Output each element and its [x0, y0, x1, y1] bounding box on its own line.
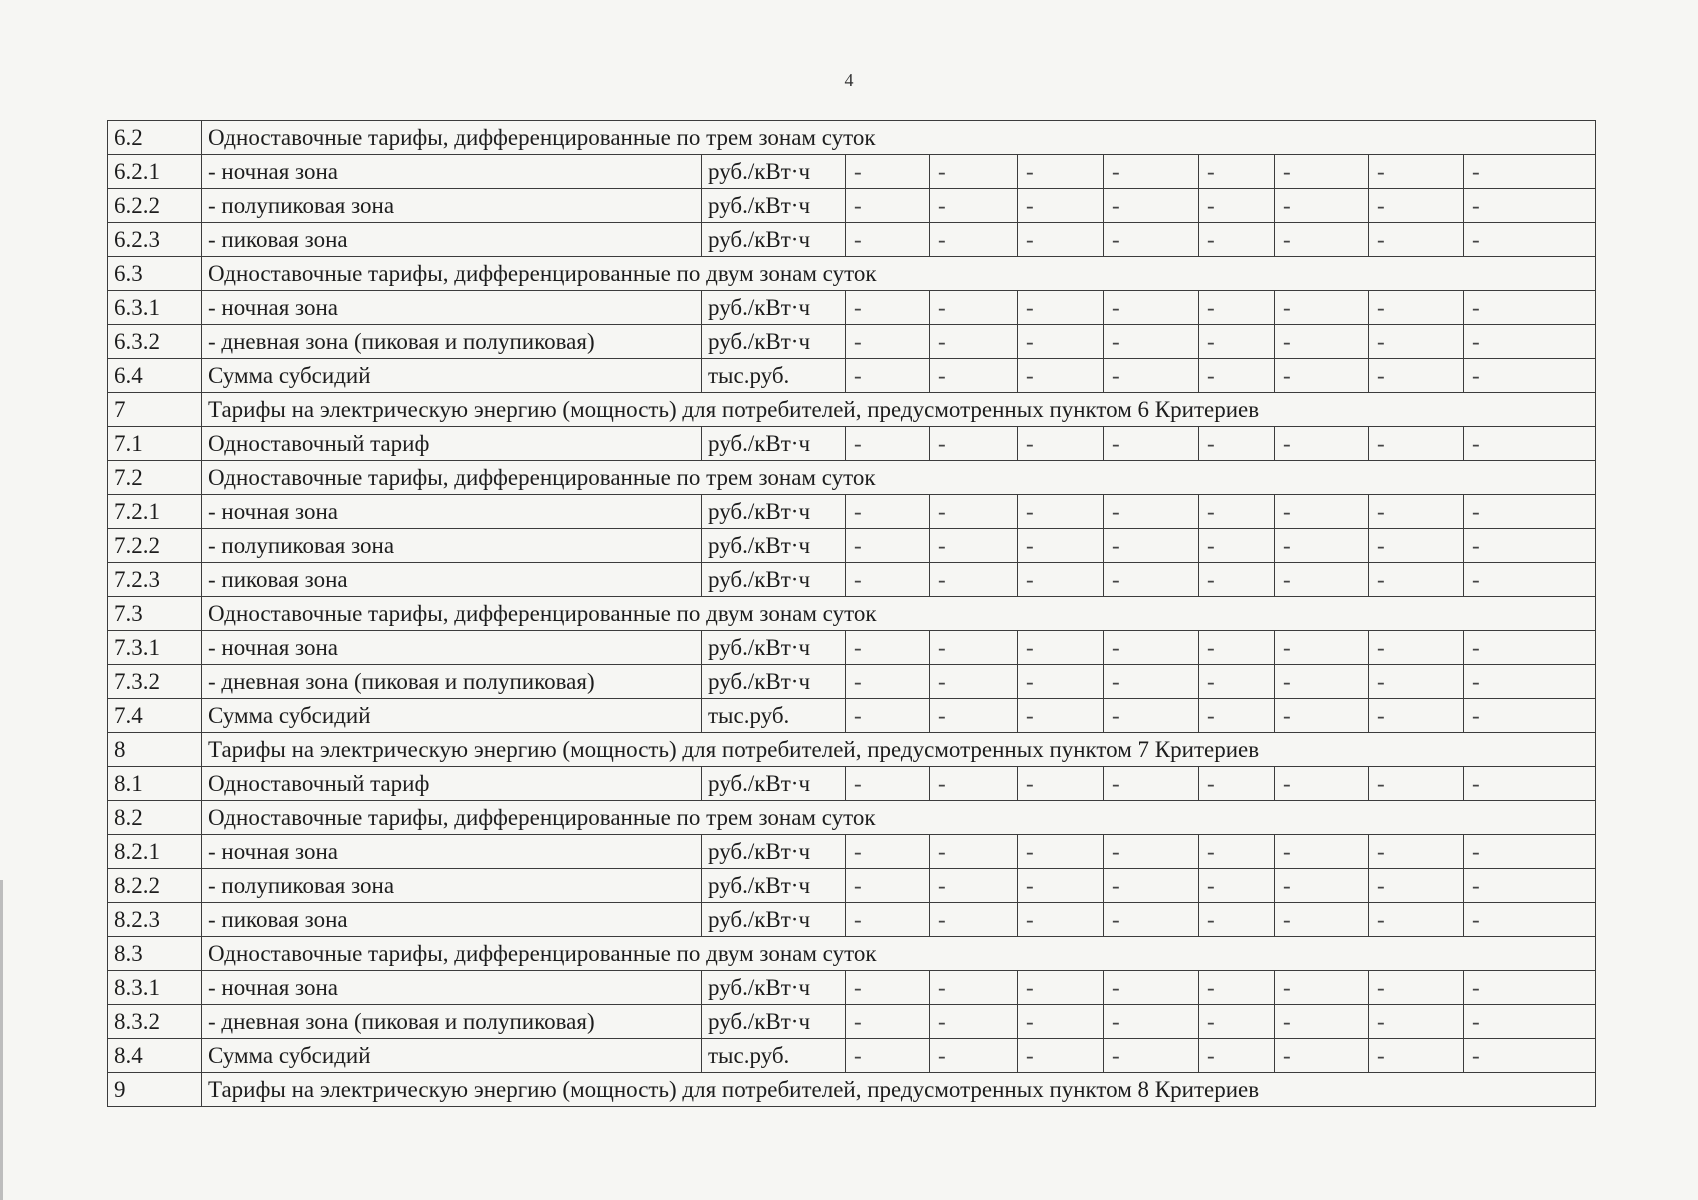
value-cell: - [1199, 1005, 1275, 1039]
section-row [108, 801, 1596, 835]
row-name: - пиковая зона [202, 903, 702, 937]
row-unit: руб./кВт·ч [702, 189, 846, 223]
section-row [108, 257, 1596, 291]
value-cell: - [1104, 631, 1199, 665]
row-number: 8.2.1 [108, 835, 202, 869]
value-cell: - [930, 325, 1018, 359]
value-cell: - [1018, 903, 1104, 937]
value-cell: - [1018, 325, 1104, 359]
section-title: Одноставочные тарифы, дифференцированные по трем зонам суток [202, 121, 1596, 155]
value-cell: - [1369, 1039, 1464, 1073]
row-name: - ночная зона [202, 495, 702, 529]
row-number: 6.3.2 [108, 325, 202, 359]
row-unit: тыс.руб. [702, 359, 846, 393]
value-cell: - [1104, 835, 1199, 869]
value-cell: - [1104, 1039, 1199, 1073]
value-cell: - [1464, 495, 1596, 529]
row-name: - дневная зона (пиковая и полупиковая) [202, 665, 702, 699]
table-row [108, 1005, 1596, 1039]
table-row [108, 325, 1596, 359]
table-row [108, 1039, 1596, 1073]
value-cell: - [1369, 291, 1464, 325]
value-cell: - [1369, 699, 1464, 733]
row-unit: руб./кВт·ч [702, 223, 846, 257]
row-number: 8.3 [108, 937, 202, 971]
value-cell: - [1199, 495, 1275, 529]
value-cell: - [846, 903, 930, 937]
table-row [108, 767, 1596, 801]
section-title: Одноставочные тарифы, дифференцированные по трем зонам суток [202, 461, 1596, 495]
row-number: 8.2.3 [108, 903, 202, 937]
row-name: Сумма субсидий [202, 359, 702, 393]
row-number: 7.4 [108, 699, 202, 733]
value-cell: - [846, 1039, 930, 1073]
section-row [108, 461, 1596, 495]
value-cell: - [1199, 631, 1275, 665]
value-cell: - [846, 631, 930, 665]
row-unit: руб./кВт·ч [702, 427, 846, 461]
row-number: 6.2 [108, 121, 202, 155]
row-name: - полупиковая зона [202, 529, 702, 563]
value-cell: - [1199, 971, 1275, 1005]
value-cell: - [846, 1005, 930, 1039]
row-number: 6.3 [108, 257, 202, 291]
value-cell: - [1104, 903, 1199, 937]
row-unit: руб./кВт·ч [702, 155, 846, 189]
section-title: Одноставочные тарифы, дифференцированные по трем зонам суток [202, 801, 1596, 835]
table-row [108, 563, 1596, 597]
value-cell: - [1369, 359, 1464, 393]
page-number: 4 [844, 70, 854, 90]
value-cell: - [1018, 631, 1104, 665]
value-cell: - [930, 155, 1018, 189]
row-unit: руб./кВт·ч [702, 869, 846, 903]
value-cell: - [1369, 665, 1464, 699]
row-name: - дневная зона (пиковая и полупиковая) [202, 1005, 702, 1039]
row-name: - ночная зона [202, 155, 702, 189]
value-cell: - [1275, 495, 1369, 529]
value-cell: - [1464, 1005, 1596, 1039]
section-row [108, 937, 1596, 971]
value-cell: - [1275, 529, 1369, 563]
row-number: 6.2.2 [108, 189, 202, 223]
value-cell: - [930, 767, 1018, 801]
row-number: 7 [108, 393, 202, 427]
value-cell: - [1018, 223, 1104, 257]
value-cell: - [1275, 223, 1369, 257]
value-cell: - [846, 835, 930, 869]
value-cell: - [846, 189, 930, 223]
value-cell: - [1275, 903, 1369, 937]
value-cell: - [1199, 427, 1275, 461]
table-row [108, 631, 1596, 665]
value-cell: - [1104, 189, 1199, 223]
row-number: 6.3.1 [108, 291, 202, 325]
value-cell: - [1199, 903, 1275, 937]
row-name: Сумма субсидий [202, 1039, 702, 1073]
value-cell: - [846, 495, 930, 529]
value-cell: - [1018, 427, 1104, 461]
value-cell: - [1275, 631, 1369, 665]
value-cell: - [1464, 869, 1596, 903]
section-title: Тарифы на электрическую энергию (мощность) для потребителей, предусмотренных пунктом 6 Критериев [202, 393, 1596, 427]
value-cell: - [1104, 869, 1199, 903]
section-row [108, 733, 1596, 767]
value-cell: - [1369, 767, 1464, 801]
value-cell: - [1018, 1005, 1104, 1039]
value-cell: - [1104, 767, 1199, 801]
value-cell: - [1464, 563, 1596, 597]
value-cell: - [1018, 1039, 1104, 1073]
value-cell: - [1104, 495, 1199, 529]
value-cell: - [1275, 1039, 1369, 1073]
table-row [108, 189, 1596, 223]
value-cell: - [1369, 529, 1464, 563]
value-cell: - [1464, 359, 1596, 393]
value-cell: - [1199, 189, 1275, 223]
section-title: Тарифы на электрическую энергию (мощность) для потребителей, предусмотренных пунктом 8 Критериев [202, 1073, 1596, 1107]
row-unit: тыс.руб. [702, 699, 846, 733]
row-name: - полупиковая зона [202, 189, 702, 223]
value-cell: - [1018, 563, 1104, 597]
value-cell: - [930, 835, 1018, 869]
value-cell: - [930, 699, 1018, 733]
row-name: - пиковая зона [202, 223, 702, 257]
value-cell: - [1369, 155, 1464, 189]
table-row [108, 835, 1596, 869]
value-cell: - [1275, 359, 1369, 393]
table-row [108, 903, 1596, 937]
row-number: 8.2 [108, 801, 202, 835]
value-cell: - [1104, 223, 1199, 257]
section-row [108, 597, 1596, 631]
value-cell: - [1464, 155, 1596, 189]
value-cell: - [1199, 563, 1275, 597]
value-cell: - [1018, 971, 1104, 1005]
table-row [108, 427, 1596, 461]
table-body [108, 121, 1596, 1107]
value-cell: - [1104, 155, 1199, 189]
row-unit: руб./кВт·ч [702, 835, 846, 869]
value-cell: - [1018, 835, 1104, 869]
row-name: - полупиковая зона [202, 869, 702, 903]
value-cell: - [930, 1039, 1018, 1073]
value-cell: - [1369, 563, 1464, 597]
section-row [108, 393, 1596, 427]
value-cell: - [1104, 699, 1199, 733]
value-cell: - [1018, 767, 1104, 801]
tariff-table [107, 120, 1596, 1107]
row-name: Одноставочный тариф [202, 427, 702, 461]
row-name: - ночная зона [202, 291, 702, 325]
value-cell: - [1104, 1005, 1199, 1039]
value-cell: - [1018, 665, 1104, 699]
value-cell: - [846, 665, 930, 699]
value-cell: - [1369, 223, 1464, 257]
value-cell: - [930, 1005, 1018, 1039]
value-cell: - [1199, 359, 1275, 393]
value-cell: - [1199, 155, 1275, 189]
value-cell: - [930, 529, 1018, 563]
row-number: 8.3.1 [108, 971, 202, 1005]
section-title: Одноставочные тарифы, дифференцированные по двум зонам суток [202, 597, 1596, 631]
value-cell: - [846, 529, 930, 563]
value-cell: - [1104, 665, 1199, 699]
value-cell: - [846, 767, 930, 801]
row-name: - ночная зона [202, 971, 702, 1005]
value-cell: - [1199, 223, 1275, 257]
value-cell: - [1464, 665, 1596, 699]
value-cell: - [1464, 529, 1596, 563]
table-row [108, 155, 1596, 189]
value-cell: - [1104, 529, 1199, 563]
value-cell: - [846, 325, 930, 359]
row-number: 7.2.1 [108, 495, 202, 529]
value-cell: - [930, 223, 1018, 257]
section-row [108, 121, 1596, 155]
value-cell: - [846, 155, 930, 189]
value-cell: - [1199, 325, 1275, 359]
value-cell: - [930, 665, 1018, 699]
row-unit: руб./кВт·ч [702, 971, 846, 1005]
value-cell: - [1464, 835, 1596, 869]
value-cell: - [1369, 325, 1464, 359]
value-cell: - [1018, 495, 1104, 529]
value-cell: - [1199, 291, 1275, 325]
table-row [108, 359, 1596, 393]
value-cell: - [1199, 767, 1275, 801]
row-number: 7.2.3 [108, 563, 202, 597]
row-unit: руб./кВт·ч [702, 529, 846, 563]
value-cell: - [1369, 427, 1464, 461]
value-cell: - [1464, 631, 1596, 665]
value-cell: - [1104, 427, 1199, 461]
section-title: Одноставочные тарифы, дифференцированные по двум зонам суток [202, 257, 1596, 291]
section-row [108, 1073, 1596, 1107]
value-cell: - [1464, 427, 1596, 461]
value-cell: - [930, 631, 1018, 665]
value-cell: - [1464, 189, 1596, 223]
row-name: Сумма субсидий [202, 699, 702, 733]
value-cell: - [1104, 563, 1199, 597]
value-cell: - [1275, 427, 1369, 461]
row-number: 7.3.1 [108, 631, 202, 665]
row-number: 7.3.2 [108, 665, 202, 699]
row-unit: руб./кВт·ч [702, 665, 846, 699]
table-row [108, 223, 1596, 257]
table-row [108, 529, 1596, 563]
row-number: 7.2 [108, 461, 202, 495]
value-cell: - [1275, 971, 1369, 1005]
value-cell: - [1199, 665, 1275, 699]
value-cell: - [1464, 223, 1596, 257]
value-cell: - [1275, 665, 1369, 699]
value-cell: - [1018, 291, 1104, 325]
row-number: 8.4 [108, 1039, 202, 1073]
value-cell: - [1199, 835, 1275, 869]
value-cell: - [1464, 903, 1596, 937]
row-unit: тыс.руб. [702, 1039, 846, 1073]
value-cell: - [846, 869, 930, 903]
row-number: 9 [108, 1073, 202, 1107]
table-row [108, 699, 1596, 733]
value-cell: - [1018, 155, 1104, 189]
value-cell: - [1199, 529, 1275, 563]
section-title: Тарифы на электрическую энергию (мощность) для потребителей, предусмотренных пунктом 7 Критериев [202, 733, 1596, 767]
value-cell: - [1275, 291, 1369, 325]
value-cell: - [1464, 767, 1596, 801]
value-cell: - [1369, 189, 1464, 223]
value-cell: - [1104, 971, 1199, 1005]
row-number: 8.1 [108, 767, 202, 801]
row-number: 6.2.1 [108, 155, 202, 189]
row-unit: руб./кВт·ч [702, 325, 846, 359]
row-unit: руб./кВт·ч [702, 563, 846, 597]
value-cell: - [1275, 155, 1369, 189]
row-name: Одноставочный тариф [202, 767, 702, 801]
value-cell: - [930, 189, 1018, 223]
value-cell: - [1275, 835, 1369, 869]
value-cell: - [1369, 1005, 1464, 1039]
value-cell: - [1275, 699, 1369, 733]
table-row [108, 971, 1596, 1005]
row-number: 7.1 [108, 427, 202, 461]
value-cell: - [1199, 869, 1275, 903]
row-number: 6.2.3 [108, 223, 202, 257]
value-cell: - [1104, 291, 1199, 325]
value-cell: - [1018, 529, 1104, 563]
value-cell: - [930, 427, 1018, 461]
value-cell: - [1018, 189, 1104, 223]
value-cell: - [1464, 325, 1596, 359]
value-cell: - [1104, 359, 1199, 393]
row-unit: руб./кВт·ч [702, 1005, 846, 1039]
value-cell: - [1199, 1039, 1275, 1073]
value-cell: - [1369, 869, 1464, 903]
row-unit: руб./кВт·ч [702, 767, 846, 801]
row-number: 7.2.2 [108, 529, 202, 563]
value-cell: - [1369, 631, 1464, 665]
value-cell: - [1369, 835, 1464, 869]
value-cell: - [930, 563, 1018, 597]
value-cell: - [930, 495, 1018, 529]
row-number: 8 [108, 733, 202, 767]
value-cell: - [1369, 903, 1464, 937]
value-cell: - [846, 427, 930, 461]
value-cell: - [1369, 495, 1464, 529]
row-unit: руб./кВт·ч [702, 495, 846, 529]
value-cell: - [930, 971, 1018, 1005]
value-cell: - [1018, 359, 1104, 393]
row-name: - дневная зона (пиковая и полупиковая) [202, 325, 702, 359]
value-cell: - [1275, 325, 1369, 359]
row-name: - ночная зона [202, 631, 702, 665]
value-cell: - [930, 291, 1018, 325]
value-cell: - [1464, 699, 1596, 733]
value-cell: - [1199, 699, 1275, 733]
row-number: 8.2.2 [108, 869, 202, 903]
value-cell: - [846, 223, 930, 257]
row-name: - пиковая зона [202, 563, 702, 597]
value-cell: - [1464, 971, 1596, 1005]
value-cell: - [1275, 869, 1369, 903]
section-title: Одноставочные тарифы, дифференцированные по двум зонам суток [202, 937, 1596, 971]
value-cell: - [846, 971, 930, 1005]
table-row [108, 495, 1596, 529]
row-unit: руб./кВт·ч [702, 291, 846, 325]
table-row [108, 869, 1596, 903]
row-unit: руб./кВт·ч [702, 903, 846, 937]
value-cell: - [1275, 1005, 1369, 1039]
row-unit: руб./кВт·ч [702, 631, 846, 665]
table-row [108, 665, 1596, 699]
row-number: 6.4 [108, 359, 202, 393]
value-cell: - [846, 563, 930, 597]
value-cell: - [1464, 1039, 1596, 1073]
row-number: 7.3 [108, 597, 202, 631]
row-name: - ночная зона [202, 835, 702, 869]
value-cell: - [846, 699, 930, 733]
value-cell: - [930, 903, 1018, 937]
table-row [108, 291, 1596, 325]
value-cell: - [846, 291, 930, 325]
value-cell: - [1104, 325, 1199, 359]
value-cell: - [930, 359, 1018, 393]
value-cell: - [1464, 291, 1596, 325]
value-cell: - [1275, 563, 1369, 597]
value-cell: - [1275, 189, 1369, 223]
row-number: 8.3.2 [108, 1005, 202, 1039]
value-cell: - [1018, 869, 1104, 903]
value-cell: - [846, 359, 930, 393]
value-cell: - [1369, 971, 1464, 1005]
value-cell: - [1018, 699, 1104, 733]
value-cell: - [930, 869, 1018, 903]
value-cell: - [1275, 767, 1369, 801]
scan-edge-mark [0, 880, 3, 1200]
